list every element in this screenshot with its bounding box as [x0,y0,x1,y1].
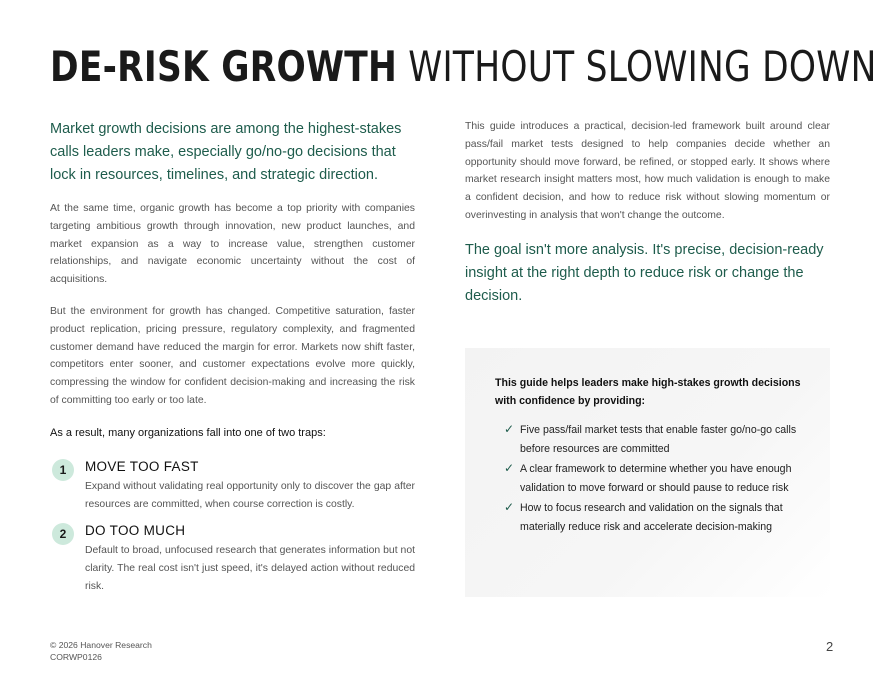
callout-item [495,498,806,536]
right-column [465,118,830,321]
callout-item [495,420,806,458]
trap-do-too-much [50,522,415,595]
traps-intro: As a result, many organizations fall into one of two traps: [50,426,326,439]
page-title [50,40,877,94]
right-lead: The goal isn't more analysis. It's precise, decision-ready insight at the right depth to reduce risk or change the decision. [465,241,824,304]
footer-copyright: © 2026 Hanover Research [50,640,152,650]
check-icon: ✓ [504,500,515,515]
trap-description: Default to broad, unfocused research that generates information but not clarity. The real cost isn't just speed, it's delayed action without reduced risk. [85,545,415,592]
trap-number-badge: 2 [52,523,74,545]
callout-item [495,459,806,497]
left-paragraph-1: At the same time, organic growth has become a top priority with companies targeting ambitious growth through innovation, new product launches, and market expansion as a way to increase value, strengthen customer relationships, and navigate economic uncertainty without the cost of acquisitions. [50,203,415,286]
trap-description: Expand without validating real opportunity only to discover the gap after resources are committed, when course correction is costly. [85,480,415,510]
trap-title: MOVE TOO FAST [85,458,199,474]
callout-list [495,420,806,536]
title-light: WITHOUT SLOWING DOWN [397,42,877,91]
left-paragraph-2: But the environment for growth has changed. Competitive saturation, faster product replication, pricing pressure, regulatory complexity, and fragmented customer demand have reduced the margin for error. Markets now shift faster, competitors enter sooner, and customer expectations evolve more quickly, compressing the window for confident decision-making and increasing the risk of committing too early or too late. [50,305,415,406]
trap-move-too-fast [50,458,415,514]
trap-title: DO TOO MUCH [85,523,186,539]
callout-item-text: A clear framework to determine whether you have enough validation to move forward or should pause to reduce risk [520,463,792,495]
page-number: 2 [826,639,834,654]
callout-item-text: Five pass/fail market tests that enable faster go/no-go calls before resources are committed [520,424,797,456]
title-bold: DE-RISK GROWTH [50,42,398,91]
left-column [50,118,415,605]
footer [50,639,152,663]
callout-box [465,348,830,597]
right-intro: This guide introduces a practical, decision-led framework built around clear pass/fail market tests designed to help companies decide whether an opportunity should move forward, be refined, or stopped early. It shows where market research insight matters most, how much validation is enough to make a confident decision, and how to reduce risk without slowing momentum or overinvesting in analysis that won't change the outcome. [465,121,830,221]
trap-number-badge: 1 [52,459,74,481]
callout-item-text: How to focus research and validation on the signals that materially reduce risk and accelerate decision-making [520,502,783,534]
footer-code: CORWP0126 [50,652,102,662]
check-icon: ✓ [504,461,515,476]
callout-heading: This guide helps leaders make high-stakes growth decisions with confidence by providing: [495,377,801,407]
check-icon: ✓ [504,422,515,437]
left-lead: Market growth decisions are among the highest-stakes calls leaders make, especially go/no-go decisions that lock in resources, timelines, and strategic direction. [50,121,402,183]
